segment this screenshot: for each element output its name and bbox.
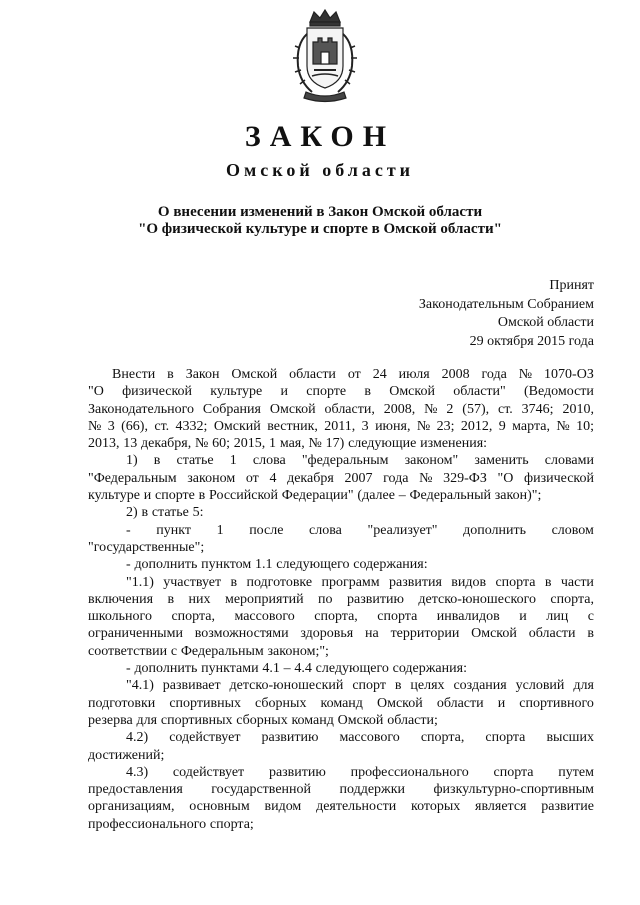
body-word: 4.1 bbox=[262, 661, 280, 677]
body-word: марта, bbox=[512, 418, 550, 434]
body-word: следующего bbox=[276, 557, 350, 573]
body-word: путем bbox=[558, 764, 594, 780]
body-word: Федерации" bbox=[281, 488, 354, 504]
body-word: области" bbox=[453, 384, 506, 400]
body-word: видов bbox=[451, 574, 487, 590]
body-word: спорта bbox=[485, 730, 526, 746]
body-word: Законодательного bbox=[88, 401, 194, 417]
body-word: Собрания bbox=[202, 401, 261, 417]
body-word: спорта bbox=[495, 574, 536, 590]
body-word: по bbox=[318, 591, 333, 607]
body-word: "О bbox=[88, 384, 104, 400]
body-word: Омской bbox=[231, 367, 278, 382]
body-word: содержания: bbox=[392, 661, 467, 677]
body-word: организациям, bbox=[88, 799, 175, 815]
body-line bbox=[88, 781, 594, 798]
body-word: с bbox=[587, 609, 594, 625]
body-line bbox=[88, 470, 594, 487]
body-line bbox=[88, 591, 594, 608]
body-word: спорта, bbox=[420, 730, 465, 746]
accepted-date: 29 октября 2015 года bbox=[469, 333, 594, 349]
body-word: дополнить bbox=[463, 522, 526, 538]
body-line bbox=[88, 556, 594, 573]
body-word: № bbox=[424, 401, 438, 417]
body-word: 2007 bbox=[344, 470, 373, 486]
body-word: 2012, bbox=[460, 418, 493, 434]
body-word: - bbox=[126, 522, 131, 538]
body-word: 24 bbox=[372, 367, 387, 382]
body-word: условий bbox=[515, 678, 565, 694]
body-line bbox=[88, 539, 594, 556]
body-line bbox=[88, 435, 594, 452]
document-region: Омской области bbox=[225, 160, 415, 180]
body-word: целях bbox=[410, 678, 445, 694]
body-word: Федеральный bbox=[409, 488, 492, 504]
body-word: сборных bbox=[255, 695, 307, 711]
body-word: для bbox=[136, 712, 158, 728]
body-word: июля bbox=[398, 367, 430, 382]
body-word: участвует bbox=[163, 574, 222, 590]
body-word: № bbox=[556, 418, 570, 434]
body-word: лиц bbox=[546, 609, 569, 625]
body-word: 5: bbox=[192, 505, 204, 521]
body-word: "федеральным bbox=[301, 453, 389, 469]
body-word: статье bbox=[151, 505, 189, 521]
body-word: (66), bbox=[121, 418, 148, 434]
body-word: пункт bbox=[156, 522, 191, 538]
body-word: программ bbox=[321, 574, 380, 590]
body-word: развитию bbox=[261, 730, 319, 746]
body-word: № bbox=[518, 367, 533, 382]
body-word: Внести bbox=[112, 367, 156, 382]
body-word: физкультурно-спортивным bbox=[433, 782, 594, 798]
body-word: основным bbox=[189, 799, 250, 815]
body-word: предоставления bbox=[88, 782, 183, 798]
body-line bbox=[88, 677, 594, 694]
body-word: 17) bbox=[325, 436, 345, 452]
body-word: физической bbox=[122, 384, 193, 400]
body-word: высших bbox=[546, 730, 594, 746]
body-word: школьного bbox=[88, 609, 152, 625]
body-word: подготовки bbox=[88, 695, 156, 711]
acceptance-block bbox=[419, 277, 594, 351]
body-word: области bbox=[528, 626, 576, 642]
body-line bbox=[88, 764, 594, 781]
body-word: и bbox=[143, 488, 152, 504]
body-line bbox=[88, 695, 594, 712]
body-word: 4.4 bbox=[294, 661, 312, 677]
body-word: спорте bbox=[306, 384, 347, 400]
body-word: спорта bbox=[493, 764, 534, 780]
body-word: года bbox=[481, 367, 507, 382]
body-word: Омской bbox=[471, 626, 517, 642]
body-word: развитию bbox=[347, 591, 404, 607]
body-line bbox=[88, 574, 594, 591]
accepted-by: Законодательным Собранием bbox=[418, 296, 594, 312]
body-word: 9 bbox=[498, 418, 506, 434]
body-word: массового bbox=[339, 730, 400, 746]
body-word: с bbox=[170, 643, 178, 659]
body-word: 1.1 bbox=[255, 557, 273, 573]
body-word: ст. bbox=[154, 418, 170, 434]
body-line bbox=[88, 504, 594, 521]
body-word: развитие bbox=[541, 799, 594, 815]
body-word: них bbox=[188, 591, 211, 607]
body-word: детско-юношеского bbox=[418, 591, 536, 607]
body-word: в bbox=[544, 574, 552, 590]
law-subject-line-2: "О физической культуре и спорте в Омской области" bbox=[138, 221, 502, 237]
body-word: развития bbox=[389, 574, 442, 590]
body-line bbox=[88, 452, 594, 469]
body-word: № bbox=[416, 418, 431, 434]
body-word: Омский bbox=[213, 418, 261, 434]
body-word: спорта, bbox=[314, 609, 358, 625]
accepted-region: Омской области bbox=[497, 315, 594, 331]
body-word: 1 bbox=[229, 453, 237, 469]
body-word: "1.1) bbox=[126, 574, 154, 590]
body-word: ограниченными bbox=[88, 626, 183, 642]
body-word: 13 bbox=[123, 436, 138, 452]
body-word: спорта, bbox=[171, 609, 215, 625]
body-line bbox=[88, 625, 594, 642]
body-word: "реализует" bbox=[367, 522, 438, 538]
body-word: "государственные"; bbox=[88, 539, 205, 555]
body-line bbox=[88, 816, 594, 833]
body-word: - bbox=[126, 661, 131, 677]
body-word: профессионального bbox=[350, 764, 469, 780]
body-word: слова bbox=[252, 453, 286, 469]
body-line bbox=[88, 729, 594, 746]
body-word: следующего bbox=[315, 661, 389, 677]
accepted-label: Принят bbox=[549, 278, 594, 293]
body-word: июня, bbox=[375, 418, 411, 434]
body-word: ст. bbox=[498, 401, 513, 417]
body-word: мероприятий bbox=[224, 591, 304, 607]
body-word: "Федеральным bbox=[88, 470, 177, 486]
body-word: 3746; bbox=[521, 401, 554, 417]
body-word: 1 bbox=[269, 436, 277, 452]
body-word: содействует bbox=[172, 764, 245, 780]
body-word: культуре bbox=[210, 384, 263, 400]
body-word: от bbox=[245, 470, 259, 486]
body-line bbox=[88, 401, 594, 418]
body-word: спортивного bbox=[519, 695, 594, 711]
body-word: словом bbox=[551, 522, 594, 538]
body-word: дополнить bbox=[134, 557, 198, 573]
body-word: для bbox=[573, 678, 594, 694]
body-word: области; bbox=[387, 712, 438, 728]
body-word: и bbox=[280, 384, 289, 400]
body-line bbox=[88, 608, 594, 625]
document-title: ЗАКОН bbox=[244, 120, 396, 153]
body-word: инвалидов bbox=[436, 609, 500, 625]
body-word: законом" bbox=[404, 453, 459, 469]
body-word: 2 bbox=[446, 401, 454, 417]
body-word: соответствии bbox=[88, 643, 168, 659]
body-word: – bbox=[283, 661, 291, 677]
body-word: в bbox=[141, 505, 149, 521]
body-word: Российской bbox=[209, 488, 279, 504]
body-word: "О bbox=[497, 470, 514, 486]
body-word: подготовке bbox=[246, 574, 313, 590]
body-line bbox=[88, 487, 594, 504]
body-word: создания bbox=[453, 678, 507, 694]
body-word: (далее bbox=[357, 488, 395, 504]
body-word: 4332; bbox=[175, 418, 208, 434]
body-word: 2008 bbox=[441, 367, 470, 382]
body-word: области bbox=[436, 695, 484, 711]
body-word: № bbox=[88, 418, 102, 434]
body-word: культуре bbox=[88, 488, 140, 504]
body-word: в bbox=[198, 488, 206, 504]
body-word: № bbox=[195, 436, 209, 452]
body-word: 2011, bbox=[324, 418, 356, 434]
body-word: области bbox=[289, 367, 336, 382]
body-word: декабря bbox=[287, 470, 334, 486]
body-word: (57), bbox=[462, 401, 490, 417]
body-word: Омской bbox=[389, 384, 435, 400]
body-word: № bbox=[419, 470, 433, 486]
body-word: мая, bbox=[279, 436, 305, 452]
body-word: включения bbox=[88, 591, 154, 607]
body-word: следующие bbox=[348, 436, 417, 452]
body-line bbox=[88, 798, 594, 815]
body-word: после bbox=[249, 522, 284, 538]
body-word: содействует bbox=[169, 730, 241, 746]
body-line bbox=[88, 418, 594, 435]
body-word: Закон bbox=[185, 367, 220, 382]
body-word: Омской bbox=[376, 695, 423, 711]
body-word: 2008, bbox=[383, 401, 416, 417]
body-word: спорт bbox=[352, 678, 386, 694]
body-word: 4.3) bbox=[126, 764, 149, 780]
body-word: - bbox=[126, 557, 131, 573]
body-word: видом bbox=[264, 799, 302, 815]
body-word: спорта; bbox=[209, 816, 254, 832]
body-word: области, bbox=[324, 401, 375, 417]
body-word: 60; bbox=[212, 436, 231, 452]
body-word: года bbox=[383, 470, 409, 486]
body-word: (Ведомости bbox=[523, 384, 594, 400]
body-word: Федеральным bbox=[180, 643, 264, 659]
body-word: является bbox=[475, 799, 527, 815]
law-subject-line-1: О внесении изменений в Закон Омской области bbox=[157, 204, 483, 220]
body-word: деятельности bbox=[316, 799, 397, 815]
body-word: в bbox=[167, 367, 174, 382]
body-word: дополнить bbox=[134, 661, 198, 677]
body-word: изменения: bbox=[420, 436, 488, 452]
body-word: 329-ФЗ bbox=[443, 470, 487, 486]
omsk-region-coat-of-arms-icon bbox=[290, 8, 360, 104]
body-word: территории bbox=[390, 626, 460, 642]
body-word: законом;"; bbox=[267, 643, 329, 659]
body-word: Омской bbox=[337, 712, 384, 728]
body-word: заменить bbox=[474, 453, 529, 469]
body-word: 2010, bbox=[562, 401, 594, 417]
body-word: развивает bbox=[162, 678, 221, 694]
body-word: 2) bbox=[126, 505, 138, 521]
body-word: статье bbox=[176, 453, 214, 469]
body-line bbox=[88, 366, 594, 383]
body-line bbox=[88, 522, 594, 539]
body-word: закон)"; bbox=[494, 488, 542, 504]
body-word: 23; bbox=[436, 418, 455, 434]
body-word: № bbox=[308, 436, 322, 452]
body-word: пунктами bbox=[201, 661, 259, 677]
body-word: в bbox=[394, 678, 402, 694]
body-word: 1070-ОЗ bbox=[544, 367, 594, 382]
body-word: 1) bbox=[126, 453, 138, 469]
body-word: спортивных bbox=[160, 712, 233, 728]
body-word: достижений; bbox=[88, 747, 165, 763]
body-word: детско-юношеский bbox=[229, 678, 344, 694]
body-word: 4 bbox=[269, 470, 277, 486]
body-line bbox=[88, 747, 594, 764]
body-word: массового bbox=[234, 609, 295, 625]
body-word: 2013, bbox=[88, 436, 120, 452]
body-word: спорте bbox=[155, 488, 195, 504]
body-word: 1 bbox=[216, 522, 224, 538]
body-word: содержания: bbox=[353, 557, 428, 573]
body-word: 4.2) bbox=[126, 730, 149, 746]
body-word: в bbox=[364, 384, 371, 400]
body-word: 3 bbox=[361, 418, 369, 434]
body-word: на bbox=[365, 626, 379, 642]
body-word: в bbox=[587, 626, 594, 642]
body-line bbox=[88, 660, 594, 677]
body-word: слова bbox=[309, 522, 342, 538]
body-word: словами bbox=[544, 453, 594, 469]
body-word: "4.1) bbox=[126, 678, 154, 694]
body-word: – bbox=[398, 488, 406, 504]
body-word: сборных bbox=[236, 712, 288, 728]
body-word: части bbox=[560, 574, 594, 590]
body-word: Омской bbox=[269, 401, 316, 417]
body-word: поддержки bbox=[339, 782, 405, 798]
body-line bbox=[88, 643, 594, 660]
body-word: команд bbox=[320, 695, 363, 711]
body-line bbox=[88, 383, 594, 400]
body-word: вестник, bbox=[267, 418, 318, 434]
body-word: в bbox=[153, 453, 161, 469]
body-word: здоровья bbox=[300, 626, 354, 642]
body-line bbox=[88, 712, 594, 729]
body-word: и bbox=[519, 609, 527, 625]
body-word: и bbox=[497, 695, 506, 711]
body-word: которых bbox=[411, 799, 461, 815]
body-word: государственной bbox=[211, 782, 312, 798]
body-word: от bbox=[347, 367, 361, 382]
body-word: 2015, bbox=[233, 436, 266, 452]
body-word: 10; bbox=[576, 418, 594, 434]
body-word: физической bbox=[524, 470, 594, 486]
body-word: в bbox=[167, 591, 175, 607]
body-word: спортивных bbox=[169, 695, 241, 711]
body-word: 3 bbox=[107, 418, 115, 434]
body-word: спорта, bbox=[550, 591, 594, 607]
document-body bbox=[88, 366, 594, 833]
body-word: спорта bbox=[377, 609, 418, 625]
body-word: профессионального bbox=[88, 816, 207, 832]
body-word: декабря, bbox=[141, 436, 192, 452]
body-word: в bbox=[230, 574, 238, 590]
body-word: резерва bbox=[88, 712, 133, 728]
body-word: законом bbox=[187, 470, 236, 486]
body-word: пунктом bbox=[201, 557, 252, 573]
body-word: команд bbox=[291, 712, 334, 728]
body-word: возможностями bbox=[194, 626, 289, 642]
body-word: развитию bbox=[268, 764, 326, 780]
